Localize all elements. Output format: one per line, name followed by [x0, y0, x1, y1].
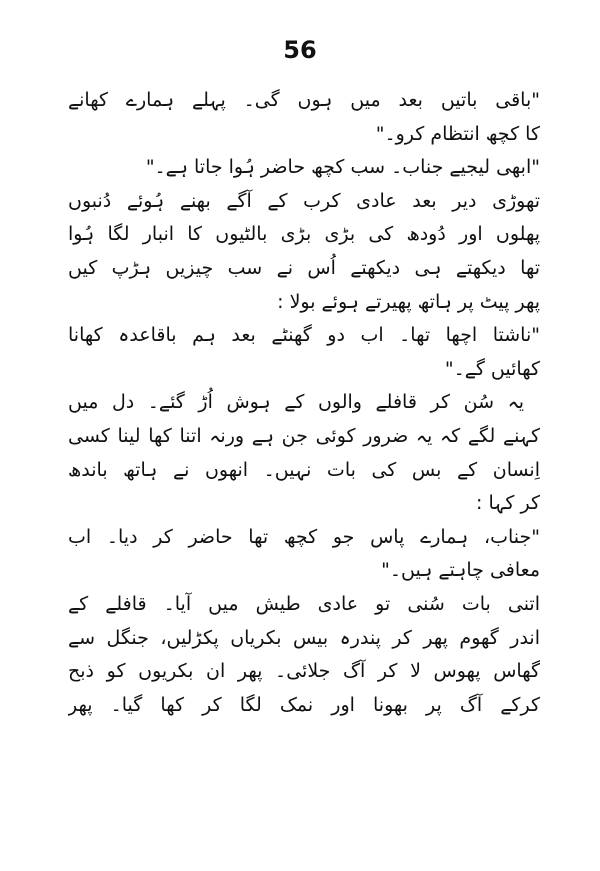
- text-line: "باقی باتیں بعد میں ہوں گی۔ پہلے ہمارے کھانے: [68, 89, 540, 111]
- text-line: اتنی بات سُنی تو عادی طیش میں آیا۔ قافلے کے: [68, 592, 540, 615]
- text-line: یہ سُن کر قافلے والوں کے ہوش اُڑ گئے۔ دل میں: [68, 391, 524, 414]
- text-line: تھا دیکھتے ہی دیکھتے اُس نے سب چیزیں ہڑپ کیں: [68, 256, 540, 279]
- body-text: [68, 84, 540, 722]
- text-line: گھاس پھوس لا کر آگ جلائی۔ پھر ان بکریوں کو ذبح: [68, 660, 540, 683]
- text-line: معافی چاہتے ہیں۔": [381, 559, 540, 582]
- text-line: اِنسان کے بس کی بات نہیں۔ انھوں نے ہاتھ باندھ: [68, 458, 540, 481]
- text-line: تھوڑی دیر بعد عادی کرب کے آگے بھنے ہُوئے دُنبوں: [68, 189, 540, 212]
- text-line: پھر پیٹ پر ہاتھ پھیرتے ہوئے بولا :: [277, 290, 540, 313]
- text-line: کہنے لگے کہ یہ ضرور کوئی جن ہے ورنہ اتنا کھا لینا کسی: [68, 424, 540, 447]
- text-line: کھائیں گے۔": [444, 357, 540, 380]
- text-line: "جناب، ہمارے پاس جو کچھ تھا حاضر کر دیا۔ اب: [68, 525, 540, 548]
- text-line: کر کہا :: [476, 492, 540, 515]
- page-number: 56: [283, 36, 317, 64]
- text-line: کا کچھ انتظام کرو۔": [375, 122, 540, 145]
- text-line: "ناشتا اچھا تھا۔ اب دو گھنٹے بعد ہم باقاعدہ کھانا: [68, 324, 540, 347]
- text-line: کرکے آگ پر بھونا اور نمک لگا کر کھا گیا۔ پھر: [68, 693, 540, 716]
- text-line: پھلوں اور دُودھ کی بڑی بڑی بالٹیوں کا انبار لگا ہُوا: [68, 223, 540, 246]
- text-line: "ابھی لیجیے جناب۔ سب کچھ حاضر ہُوا جاتا ہے۔": [145, 156, 540, 179]
- text-line: اندر گھوم پھر کر پندرہ بیس بکریاں پکڑلیں، جنگل سے: [68, 626, 540, 649]
